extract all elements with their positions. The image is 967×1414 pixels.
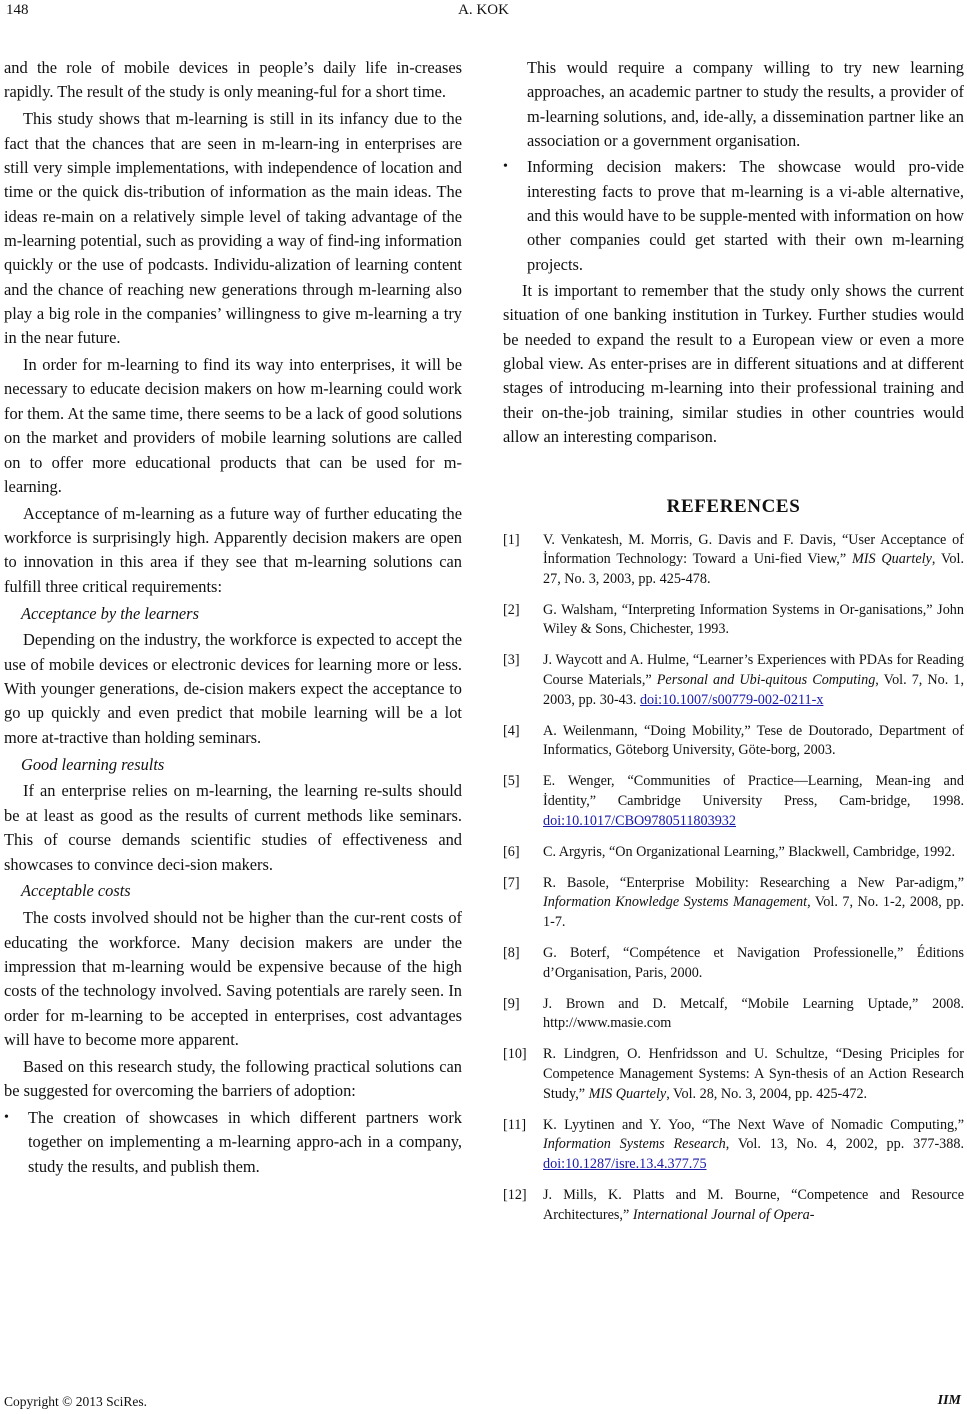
paragraph: Depending on the industry, the workforce is expected to accept the use of mobile devices or electronic devices for learning more or less. With younger generations, de-cision makers expect the acceptance to go up quickly and even predict that mobile learning will be a lot more at-tractive than holding seminars. [4, 630, 462, 747]
reference-text: J. Brown and D. Metcalf, “Mobile Learning Uptade,” 2008. http://www.masie.com [543, 995, 964, 1032]
left-column [4, 56, 462, 1181]
footer-journal: IIM [937, 1393, 961, 1408]
reference-details: , Vol. 27, No. 3, 2003, pp. 425-478. [543, 551, 964, 587]
bullet-item-continued [503, 56, 964, 153]
reference-number: [11] [503, 1116, 527, 1133]
reference-number: [1] [503, 531, 520, 548]
bullet-item [503, 155, 964, 277]
reference-source: Information Knowledge Systems Management [543, 894, 808, 911]
bullet-text: This would require a company willing to try new learning approaches, an academic partner to study the results, a provider of m-learning solutions, and, ide-ally, a dissemination partner like an association or a government organisation. [527, 58, 964, 151]
reference-item [503, 843, 964, 863]
bullet-text: The creation of showcases in which different partners work together on implementing a m-learning appro-ach in a company, study the results, and publish them. [28, 1107, 462, 1176]
running-head: A. KOK [458, 2, 509, 18]
doi-link[interactable]: doi:10.1287/isre.13.4.377.75 [543, 1155, 707, 1172]
reference-item [503, 1186, 964, 1225]
reference-details: , Vol. 7, No. 1-2, 2008, pp. 1-7. [543, 894, 964, 930]
reference-item [503, 772, 964, 831]
paragraph: and the role of mobile devices in people’s daily life in-creases rapidly. The result of the study is only meaning-ful for a short time. [4, 58, 462, 102]
bullet-list [4, 1106, 462, 1179]
bullet-list [503, 56, 964, 277]
reference-item [503, 601, 964, 640]
bullet-text: Informing decision makers: The showcase would pro-vide interesting facts to prove that m-learning is a vi-able alternative, and this would have to be supple-mented with information on how other companies could get started with their own m-learning projects. [527, 157, 964, 274]
reference-source: Personal and Ubi-quitous Computing [656, 672, 876, 689]
subheading: Good learning results [21, 754, 165, 774]
reference-number: [12] [503, 1187, 527, 1204]
reference-number: [5] [503, 773, 520, 790]
reference-text: A. Weilenmann, “Doing Mobility,” Tese de Doutorado, Department of Informatics, Göteborg University, Göte-borg, 2003. [543, 722, 964, 759]
paragraph: If an enterprise relies on m-learning, the learning re-sults should be at least as good as the results of current methods like seminars. This of course demands scientific studies of effectiveness and showcases to convince deci-sion makers. [4, 781, 462, 874]
reference-details: , Vol. 7, No. 1, 2003, pp. 30-43. [543, 672, 964, 708]
footer-copyright: Copyright © 2013 SciRes. [4, 1394, 148, 1409]
reference-number: [3] [503, 652, 520, 669]
reference-source: MIS Quartely [588, 1085, 667, 1102]
paragraph: It is important to remember that the study only shows the current situation of one banking institution in Turkey. Further studies would be needed to expand the result to a European view or even a more global view. As enter-prises are in different situations and at different stages of introducing m-learning into their professional training and their on-the-job training, similar studies in other countries would allow an interesting comparison. [503, 281, 964, 447]
reference-number: [8] [503, 945, 520, 962]
reference-list [503, 531, 964, 1226]
paragraph: The costs involved should not be higher than the cur-rent costs of educating the workforce. Many decision makers are under the impression that m-learning would be expensive because of the high costs of the technology involved. Saving potentials are rarely seen. In order for m-learning to be accepted in enterprises, cost advantages will have to become more apparent. [4, 908, 462, 1049]
paragraph: This study shows that m-learning is still in its infancy due to the fact that the chances that are seen in m-learn-ing in enterprises are still very simple implementations, with independence of location and time or the quick dis-tribution of information as the main ideas. The ideas re-main on a relatively simple level of taking advantage of the m-learning potential, such as providing a way of find-ing information quickly or the use of podcasts. Individu-alization of learning content and the chance of reaching new generations through m-learning also play a big role in the companies’ willingness to give m-learning a try in the near future. [4, 109, 462, 348]
reference-text: G. Walsham, “Interpreting Information Systems in Or-ganisations,” John Wiley & Sons, Chichester, 1993. [543, 601, 964, 638]
bullet-icon: • [503, 159, 508, 175]
reference-number: [7] [503, 874, 520, 891]
reference-number: [6] [503, 843, 520, 860]
reference-text: J. Mills, K. Platts and M. Bourne, “Competence and Resource Architectures,” [543, 1187, 964, 1223]
reference-text: J. Waycott and A. Hulme, “Learner’s Experiences with PDAs for Reading Course Materials,” [543, 652, 964, 689]
reference-item [503, 651, 964, 710]
reference-item [503, 1045, 964, 1104]
reference-text: V. Venkatesh, M. Morris, G. Davis and F. Davis, “User Acceptance of İnformation Technology: Toward a Uni-fied View,” [543, 531, 964, 568]
reference-item [503, 722, 964, 761]
reference-item [503, 1116, 964, 1175]
reference-text: K. Lyytinen and Y. Yoo, “The Next Wave of Nomadic Computing,” [543, 1116, 964, 1133]
paragraph: In order for m-learning to find its way into enterprises, it will be necessary to educate decision makers on how m-learning could work for them. At the same time, there seems to be a lack of good solutions on the market and providers of mobile learning solutions are called on to offer more educational products that can be used for m-learning. [4, 355, 462, 496]
reference-text: G. Boterf, “Compétence et Navigation Professionelle,” Éditions d’Organisation, Paris, 2000. [543, 945, 964, 981]
paragraph: Acceptance of m-learning as a future way of further educating the workforce is surprisingly high. Apparently decision makers are open to innovation in this area if they see that m-learning solutions can fulfill three critical requirements: [4, 503, 462, 596]
reference-text: E. Wenger, “Communities of Practice—Learning, Mean-ing and İdentity,” Cambridge University Press, Cam-bridge, 1998. [543, 773, 964, 810]
reference-text: C. Argyris, “On Organizational Learning,” Blackwell, Cambridge, 1992. [543, 843, 955, 860]
reference-item [503, 944, 964, 983]
reference-text: R. Lindgren, O. Henfridsson and U. Schultze, “Desing Priciples for Competence Management Systems: A Syn-thesis of an Action Research Study,” [543, 1046, 964, 1102]
reference-details: , Vol. 13, No. 4, 2002, pp. 377-388. [725, 1136, 964, 1153]
references-heading: REFERENCES [666, 495, 801, 517]
reference-source: MIS Quartely [851, 551, 932, 568]
reference-source: Information Systems Research [543, 1136, 726, 1153]
bullet-item [4, 1106, 462, 1179]
reference-number: [10] [503, 1046, 527, 1063]
page-number: 148 [6, 2, 29, 18]
subheading: Acceptance by the learners [21, 603, 199, 623]
reference-text: R. Basole, “Enterprise Mobility: Researching a New Par-adigm,” [543, 874, 964, 891]
reference-number: [2] [503, 601, 520, 618]
reference-item [503, 874, 964, 933]
reference-number: [9] [503, 995, 520, 1012]
subheading: Acceptable costs [21, 881, 131, 901]
bullet-icon: • [4, 1109, 9, 1125]
reference-item [503, 531, 964, 590]
reference-details: , Vol. 28, No. 3, 2004, pp. 425-472. [666, 1085, 868, 1102]
doi-link[interactable]: doi:10.1017/CBO9780511803932 [543, 812, 736, 829]
doi-link[interactable]: doi:10.1007/s00779-002-0211-x [639, 691, 824, 708]
paragraph: Based on this research study, the following practical solutions can be suggested for overcoming the barriers of adoption: [4, 1056, 462, 1101]
reference-source: International Journal of Opera- [632, 1206, 815, 1223]
reference-number: [4] [503, 722, 520, 739]
reference-item [503, 995, 964, 1034]
right-column [503, 56, 964, 1237]
